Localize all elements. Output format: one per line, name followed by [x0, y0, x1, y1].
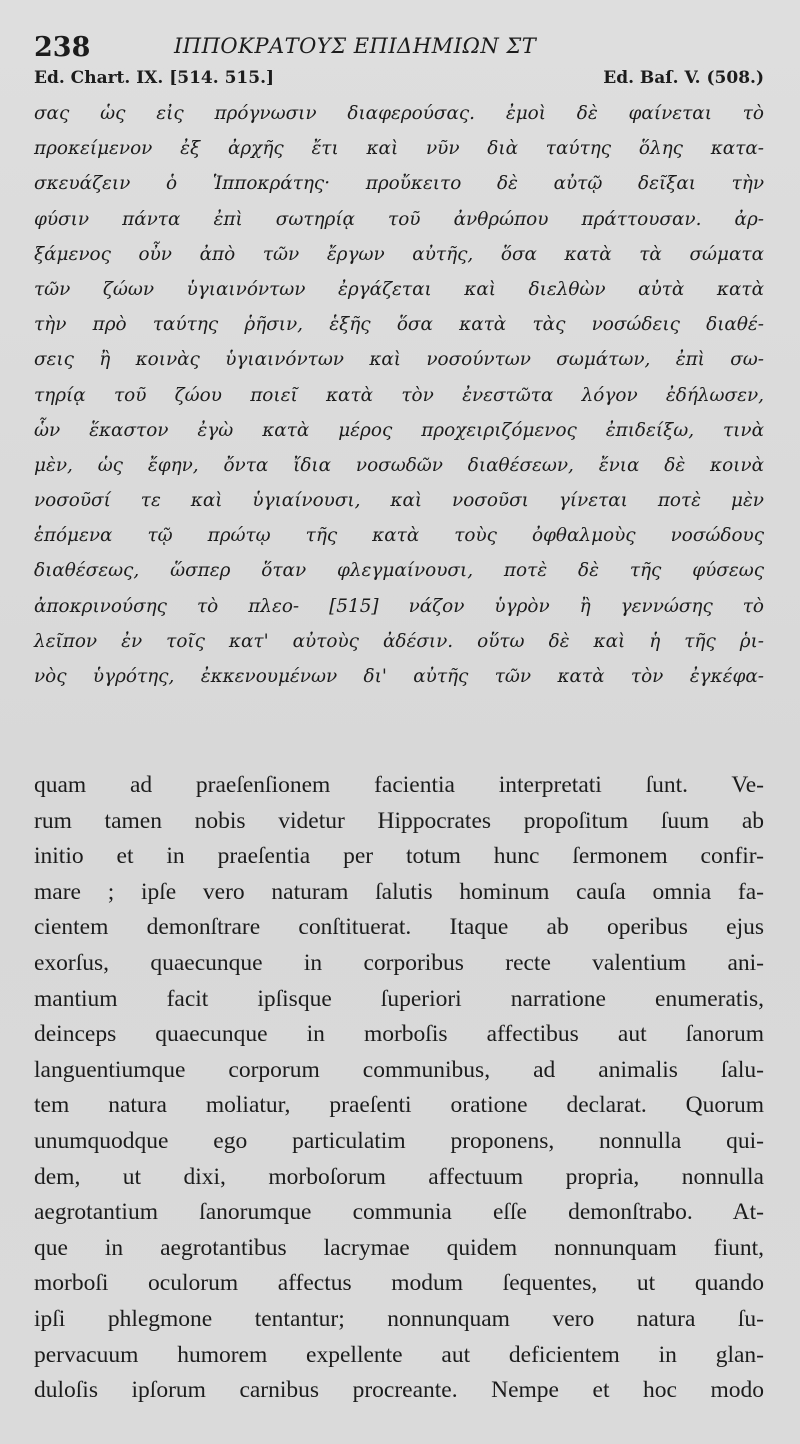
- page-header: [34, 28, 764, 64]
- greek-line: νὸς ὑγρότης, ἐκκενουμένων δι' αὐτῆς τῶν κατὰ τὸν ἐγκέφα-: [34, 666, 764, 687]
- latin-line: duloſis ipſorum carnibus procreante. Nempe et hoc modo: [34, 1377, 764, 1404]
- greek-line: ὧν ἕκαστον ἐγὼ κατὰ μέρος προχειριζόμενος ἐπιδείξω, τινὰ: [34, 419, 764, 441]
- latin-line: que in aegrotantibus lacrymae quidem nonnunquam fiunt,: [34, 1234, 764, 1261]
- greek-line: ἑπόμενα τῷ πρώτῳ τῆς κατὰ τοὺς ὀφθαλμοὺς νοσώδους: [34, 525, 764, 547]
- latin-line: pervacuum humorem expellente aut deficientem in glan-: [34, 1341, 764, 1368]
- greek-line: σκευάζειν ὁ Ἱπποκράτης· προὔκειτο δὲ αὐτῷ δεῖξαι τὴν: [34, 173, 764, 195]
- greek-line: σας ὡς εἰς πρόγνωσιν διαφερούσας. ἐμοὶ δὲ φαίνεται τὸ: [34, 103, 764, 124]
- greek-line: λεῖπον ἐν τοῖς κατ' αὐτοὺς ἀδέσιν. οὕτω δὲ καὶ ἡ τῆς ῥι-: [34, 630, 764, 652]
- greek-line: σεις ἢ κοινὰς ὑγιαινόντων καὶ νοσούντων σωμάτων, ἐπὶ σω-: [34, 349, 764, 371]
- latin-line: exorſus, quaecunque in corporibus recte valentium ani-: [34, 949, 764, 976]
- latin-line: morboſi oculorum affectus modum ſequentes, ut quando: [34, 1270, 764, 1297]
- latin-text-block: [34, 768, 764, 1409]
- latin-line: tem natura moliatur, praeſenti oratione declarat. Quorum: [34, 1092, 764, 1119]
- latin-line: languentiumque corporum communibus, ad animalis ſalu-: [34, 1056, 764, 1083]
- latin-line: rum tamen nobis videtur Hippocrates propoſitum ſuum ab: [34, 807, 764, 834]
- latin-line: aegrotantium ſanorumque communia eſſe demonſtrabo. At-: [34, 1199, 764, 1226]
- greek-line: νοσοῦσί τε καὶ ὑγιαίνουσι, καὶ νοσοῦσι γίνεται ποτὲ μὲν: [34, 490, 764, 512]
- latin-line: initio et in praeſentia per totum hunc ſermonem confir-: [34, 843, 764, 870]
- greek-text-block: [34, 96, 764, 694]
- latin-line: quam ad praeſenſionem facientia interpretati ſunt. Ve-: [34, 772, 764, 798]
- greek-line: φύσιν πάντα ἐπὶ σωτηρίᾳ τοῦ ἀνθρώπου πράττουσαν. ἀρ-: [34, 208, 764, 230]
- latin-line: unumquodque ego particulatim proponens, nonnulla qui-: [34, 1127, 764, 1154]
- edition-chartier: Ed. Chart. IX. [514. 515.]: [34, 68, 275, 88]
- greek-line: τῶν ζώων ὑγιαινόντων ἐργάζεται καὶ διελθὼν αὐτὰ κατὰ: [34, 278, 764, 300]
- running-title: ΙΠΠΟΚΡΑΤΟΥΣ ΕΠΙΔΗΜΙΩΝ ΣΤ: [174, 34, 537, 58]
- latin-line: mantium facit ipſisque ſuperiori narratione enumeratis,: [34, 985, 764, 1012]
- greek-line: τὴν πρὸ ταύτης ῥῆσιν, ἑξῆς ὅσα κατὰ τὰς νοσώδεις διαθέ-: [34, 314, 764, 336]
- page-number: 238: [34, 32, 91, 63]
- latin-line: deinceps quaecunque in morboſis affectibus aut ſanorum: [34, 1021, 764, 1048]
- greek-line: ξάμενος οὖν ἀπὸ τῶν ἔργων αὐτῆς, ὅσα κατὰ τὰ σώματα: [34, 243, 764, 265]
- edition-basel: Ed. Baſ. V. (508.): [603, 68, 764, 88]
- greek-line: μὲν, ὡς ἔφην, ὄντα ἴδια νοσωδῶν διαθέσεων, ἔνια δὲ κοινὰ: [34, 454, 764, 476]
- greek-line: τηρίᾳ τοῦ ζώου ποιεῖ κατὰ τὸν ἐνεστῶτα λόγον ἐδήλωσεν,: [34, 384, 764, 406]
- latin-line: dem, ut dixi, morboſorum affectuum propria, nonnulla: [34, 1163, 764, 1190]
- greek-line: διαθέσεως, ὥσπερ ὅταν φλεγμαίνουσι, ποτὲ δὲ τῆς φύσεως: [34, 560, 764, 582]
- edition-references: [34, 68, 764, 94]
- latin-line: cientem demonſtrare conſtituerat. Itaque ab operibus ejus: [34, 914, 764, 941]
- latin-line: mare ; ipſe vero naturam ſalutis hominum cauſa omnia fa-: [34, 878, 764, 905]
- latin-line: ipſi phlegmone tentantur; nonnunquam vero natura ſu-: [34, 1305, 764, 1332]
- greek-line: ἀποκρινούσης τὸ πλεο- [515] νάζον ὑγρὸν ἢ γεννώσης τὸ: [34, 595, 764, 617]
- greek-line: προκείμενον ἐξ ἀρχῆς ἔτι καὶ νῦν διὰ ταύτης ὅλης κατα-: [34, 138, 764, 160]
